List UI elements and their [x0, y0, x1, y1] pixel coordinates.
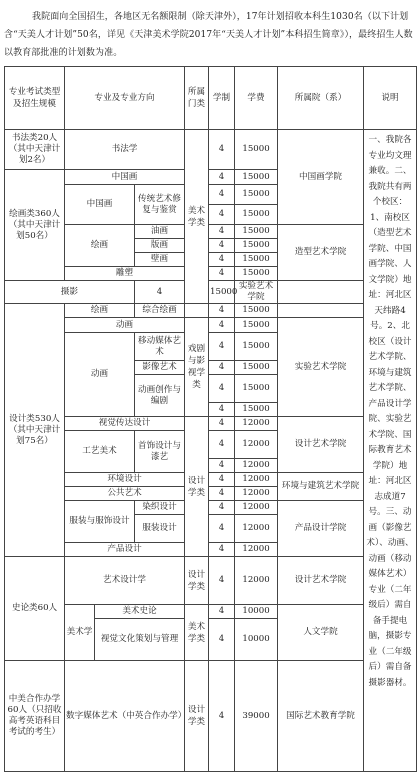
category-design: 设计类530人（其中天津计划75名）	[5, 304, 65, 557]
fee-cell: 15000	[235, 333, 278, 361]
table-row	[5, 473, 417, 487]
years-cell: 4	[209, 459, 235, 473]
fee-cell: 12000	[235, 473, 278, 487]
years-cell: 4	[209, 239, 235, 253]
major-visual-comm: 视觉传达设计	[65, 417, 185, 431]
years-cell: 4	[209, 170, 235, 185]
major-sculpture: 雕塑	[65, 267, 185, 281]
fee-cell: 12000	[235, 557, 278, 605]
dept-humanities: 人文学院	[278, 605, 364, 661]
major-jewelry: 首饰设计与漆艺	[135, 431, 185, 473]
fee-cell: 15000	[235, 361, 278, 375]
major-animation: 动画	[65, 318, 185, 333]
major-visual-culture: 视觉文化策划与管理	[95, 619, 185, 661]
dept-experimental: 实验艺术学院	[235, 281, 278, 304]
major-print: 版画	[135, 239, 185, 253]
major-chinese-painting: 中国画	[65, 170, 185, 185]
fee-cell: 12000	[235, 487, 278, 501]
fee-cell: 15000	[235, 304, 278, 318]
table-row	[5, 281, 417, 304]
years-cell: 4	[209, 375, 235, 403]
years-cell: 4	[209, 487, 235, 501]
dept-product: 产品设计学院	[278, 501, 364, 557]
category-sino-us: 中美合作办学 60人（只招收高考英语科目考试的考生）	[5, 661, 65, 772]
years-cell: 4	[209, 661, 235, 772]
years-cell: 4	[209, 417, 235, 431]
major-digital-media: 数字媒体艺术（中英合作办学）	[65, 661, 185, 772]
note-cell: 一、我院各专业均文理兼收。二、我院共有两个校区：1、南校区（造型艺术学院、中国画学院、人文学院）地址：河北区天纬路4号。2、北校区（设计艺术学院、环境与建筑艺术学院、产品设计学院、实验艺术学院、国际教育艺术学院）地址：河北区志成道7号。三、动画（影像艺术）、动画、动画（移动媒体艺术）专业（二年级后）需自备手提电脑，摄影专业（二年级后）需自备摄影器材。	[364, 130, 417, 772]
years-cell: 4	[209, 473, 235, 487]
major-film-art: 影像艺术	[135, 361, 185, 375]
table-row	[5, 417, 417, 431]
fee-cell: 15000	[235, 267, 278, 281]
category-calligraphy: 书法类20人（其中天津计划2名）	[5, 130, 65, 170]
header-category: 专业考试类型及招生规模	[5, 67, 65, 130]
fee-cell: 15000	[235, 375, 278, 403]
years-cell: 4	[209, 267, 235, 281]
dept-environment: 环境与建筑艺术学院	[278, 473, 364, 501]
group-fine-arts: 美术学	[65, 605, 95, 661]
years-cell: 4	[209, 403, 235, 417]
years-cell: 4	[209, 185, 235, 205]
years-cell: 4	[209, 361, 235, 375]
fee-cell: 12000	[235, 417, 278, 431]
class-design: 设计学类	[185, 417, 209, 557]
major-dyeing: 染织设计	[135, 501, 185, 515]
table-row	[5, 501, 417, 515]
major-anim-creation: 动画创作与编剧	[135, 375, 185, 417]
group-painting-comp: 绘画	[65, 304, 135, 318]
major-comprehensive: 综合绘画	[135, 304, 185, 318]
class-design-3: 设计学类	[185, 661, 209, 772]
years-cell: 4	[209, 605, 235, 619]
table-row	[5, 557, 417, 605]
major-mobile-media: 移动媒体艺术	[135, 333, 185, 361]
dept-experimental-2: 实验艺术学院	[278, 318, 364, 417]
group-chinese-painting: 中国画	[65, 185, 135, 225]
dept-design: 设计艺术学院	[278, 417, 364, 473]
fee-cell: 12000	[235, 431, 278, 459]
fee-cell: 15000	[235, 253, 278, 267]
header-note: 说明	[364, 67, 417, 130]
years-cell: 4	[209, 130, 235, 170]
fee-cell: 15000	[235, 403, 278, 417]
header-years: 学制	[209, 67, 235, 130]
class-design-2: 设计学类	[185, 557, 209, 605]
years-cell: 4	[209, 205, 235, 225]
header-major: 专业及专业方向	[65, 67, 185, 130]
major-fashion: 服装设计	[135, 515, 185, 543]
years-cell: 4	[209, 501, 235, 515]
table-row	[5, 304, 417, 318]
major-traditional-art: 传统艺术修复与鉴赏	[135, 185, 185, 225]
dept-chinese-painting: 中国画学院	[278, 130, 364, 225]
years-cell: 4	[209, 619, 235, 661]
major-public-art: 公共艺术	[65, 487, 185, 501]
group-crafts: 工艺美术	[65, 431, 135, 473]
years-cell: 4	[209, 515, 235, 543]
fee-cell: 15000	[209, 281, 235, 304]
class-drama: 戏剧与影视学类	[185, 318, 209, 417]
fee-cell: 15000	[235, 170, 278, 185]
fee-cell: 15000	[235, 239, 278, 253]
group-animation: 动画	[65, 333, 135, 417]
fee-cell: 12000	[235, 459, 278, 473]
enrollment-table	[4, 66, 417, 772]
fee-cell: 10000	[235, 605, 278, 619]
category-theory: 史论类60人	[5, 557, 65, 661]
header-class: 所属门类	[185, 67, 209, 130]
years-cell: 4	[209, 431, 235, 459]
group-painting: 绘画	[65, 225, 135, 267]
category-painting: 绘画类360人（其中天津计划50名）	[5, 170, 65, 281]
header-dept: 所属院（系）	[278, 67, 364, 130]
dept-international: 国际艺术教育学院	[278, 661, 364, 772]
years-cell: 4	[209, 333, 235, 361]
table-row	[5, 130, 417, 170]
major-product: 产品设计	[65, 543, 185, 557]
table-row	[5, 318, 417, 333]
fee-cell: 12000	[235, 501, 278, 515]
fee-cell: 15000	[235, 130, 278, 170]
years-cell: 4	[209, 304, 235, 318]
years-cell: 4	[209, 318, 235, 333]
years-cell: 4	[209, 253, 235, 267]
major-oil: 油画	[135, 225, 185, 239]
major-art-design: 艺术设计学	[65, 557, 185, 605]
major-calligraphy: 书法学	[65, 130, 185, 170]
table-row	[5, 605, 417, 619]
class-arts-2: 美术学类	[185, 605, 209, 661]
group-fashion: 服装与服饰设计	[65, 501, 135, 543]
fee-cell: 12000	[235, 543, 278, 557]
fee-cell: 12000	[235, 515, 278, 543]
dept-design-2: 设计艺术学院	[278, 557, 364, 605]
table-row	[5, 225, 417, 239]
header-fee: 学费	[235, 67, 278, 130]
major-photography: 摄影	[5, 281, 135, 304]
class-arts: 美术学类	[185, 130, 209, 304]
fee-cell: 15000	[235, 318, 278, 333]
intro-paragraph: 我院面向全国招生，各地区无名额限制（除天津外），17年计划招收本科生1030名（以下计划含“天美人才计划”50名，详见《天津美术学院2017年“天美人才计划”本科招生简章》），最终招生人数以教育部批准的计划数为准。	[4, 12, 413, 58]
fee-cell: 39000	[235, 661, 278, 772]
years-cell: 4	[135, 281, 185, 304]
major-environment: 环境设计	[65, 473, 185, 487]
years-cell: 4	[209, 557, 235, 605]
fee-cell: 15000	[235, 225, 278, 239]
fee-cell: 15000	[235, 205, 278, 225]
major-mural: 壁画	[135, 253, 185, 267]
header-row	[5, 67, 417, 130]
years-cell: 4	[209, 543, 235, 557]
major-art-history: 美术史论	[95, 605, 185, 619]
dept-plastic-arts: 造型艺术学院	[278, 225, 364, 281]
fee-cell: 15000	[235, 185, 278, 205]
table-row	[5, 661, 417, 772]
fee-cell: 10000	[235, 619, 278, 661]
years-cell: 4	[209, 225, 235, 239]
